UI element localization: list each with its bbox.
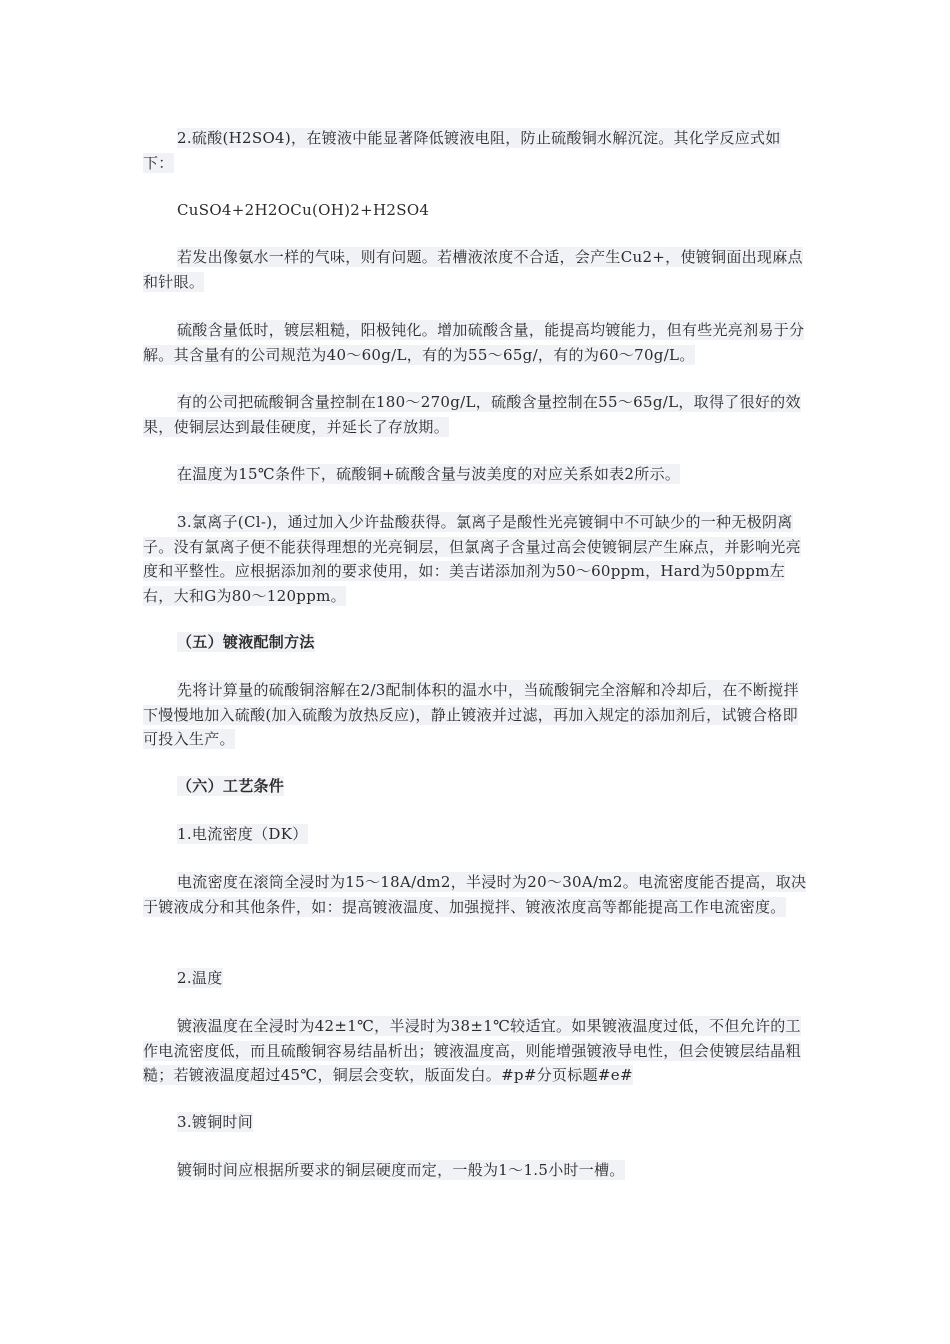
paragraph-temperature <box>143 1014 811 1088</box>
paragraph-text: 先将计算量的硫酸铜溶解在2/3配制体积的温水中，当硫酸铜完全溶解和冷却后，在不断搅拌下慢慢地加入硫酸(加入硫酸为放热反应)，静止镀液并过滤，再加入规定的添加剂后，试镀合格即可投入生产。 <box>143 681 799 748</box>
paragraph-text: 3.氯离子(Cl-)，通过加入少许盐酸获得。氯离子是酸性光亮镀铜中不可缺少的一种无极阴离子。没有氯离子便不能获得理想的光亮铜层，但氯离子含量过高会使镀铜层产生麻点，并影响光亮度和平整性。应根据添加剂的要求使用，如：美吉诺添加剂为50～60ppm，Hard为50ppm左右，大和G为80～120ppm。 <box>143 513 801 605</box>
subheading-temperature <box>143 966 811 991</box>
subheading-text: 1.电流密度（DK） <box>177 825 308 843</box>
subheading-text: 2.温度 <box>177 969 223 987</box>
section-heading-conditions <box>143 774 811 799</box>
paragraph-text: 有的公司把硫酸铜含量控制在180～270g/L，硫酸含量控制在55～65g/L，取得了很好的效果，使铜层达到最佳硬度，并延长了存放期。 <box>143 393 801 436</box>
heading-text: （五）镀液配制方法 <box>177 633 315 651</box>
paragraph-text: 若发出像氨水一样的气味，则有问题。若槽液浓度不合适，会产生Cu2+，使镀铜面出现麻点和针眼。 <box>143 248 803 291</box>
subheading-current-density <box>143 822 811 847</box>
paragraph-company-control <box>143 390 811 439</box>
paragraph-temperature-table <box>143 462 811 487</box>
equation-text: CuSO4+2H2OCu(OH)2+H2SO4 <box>177 201 430 219</box>
paragraph-text: 2.硫酸(H2SO4)，在镀液中能显著降低镀液电阻，防止硫酸铜水解沉淀。其化学反应式如下： <box>143 129 781 172</box>
paragraph-sulfuric-acid <box>143 126 811 175</box>
paragraph-text: 硫酸含量低时，镀层粗糙，阳极钝化。增加硫酸含量，能提高均镀能力，但有些光亮剂易于分解。其含量有的公司规范为40～60g/L，有的为55～65g/，有的为60～70g/L。 <box>143 321 805 364</box>
reaction-equation <box>143 198 811 223</box>
paragraph-plating-time <box>143 1158 811 1183</box>
section-heading-preparation <box>143 630 811 655</box>
paragraph-ammonia-smell <box>143 245 811 294</box>
subheading-text: 3.镀铜时间 <box>177 1113 254 1131</box>
paragraph-text: 镀液温度在全浸时为42±1℃，半浸时为38±1℃较适宜。如果镀液温度过低，不但允许的工作电流密度低，而且硫酸铜容易结晶析出；镀液温度高，则能增强镀液导电性，但会使镀层结晶粗糙；若镀液温度超过45℃，铜层会变软，版面发白。#p#分页标题#e# <box>143 1017 801 1084</box>
paragraph-chloride-ion <box>143 510 811 608</box>
paragraph-current-density <box>143 870 811 919</box>
paragraph-text: 镀铜时间应根据所要求的铜层硬度而定，一般为1～1.5小时一槽。 <box>177 1161 625 1179</box>
heading-text: （六）工艺条件 <box>177 777 285 795</box>
paragraph-preparation-method <box>143 678 811 752</box>
paragraph-acid-content <box>143 318 811 367</box>
paragraph-text: 电流密度在滚筒全浸时为15～18A/dm2，半浸时为20～30A/m2。电流密度能否提高，取决于镀液成分和其他条件，如：提高镀液温度、加强搅拌、镀液浓度高等都能提高工作电流密度。 <box>143 873 807 916</box>
subheading-plating-time <box>143 1110 811 1135</box>
paragraph-text: 在温度为15℃条件下，硫酸铜+硫酸含量与波美度的对应关系如表2所示。 <box>177 465 681 483</box>
